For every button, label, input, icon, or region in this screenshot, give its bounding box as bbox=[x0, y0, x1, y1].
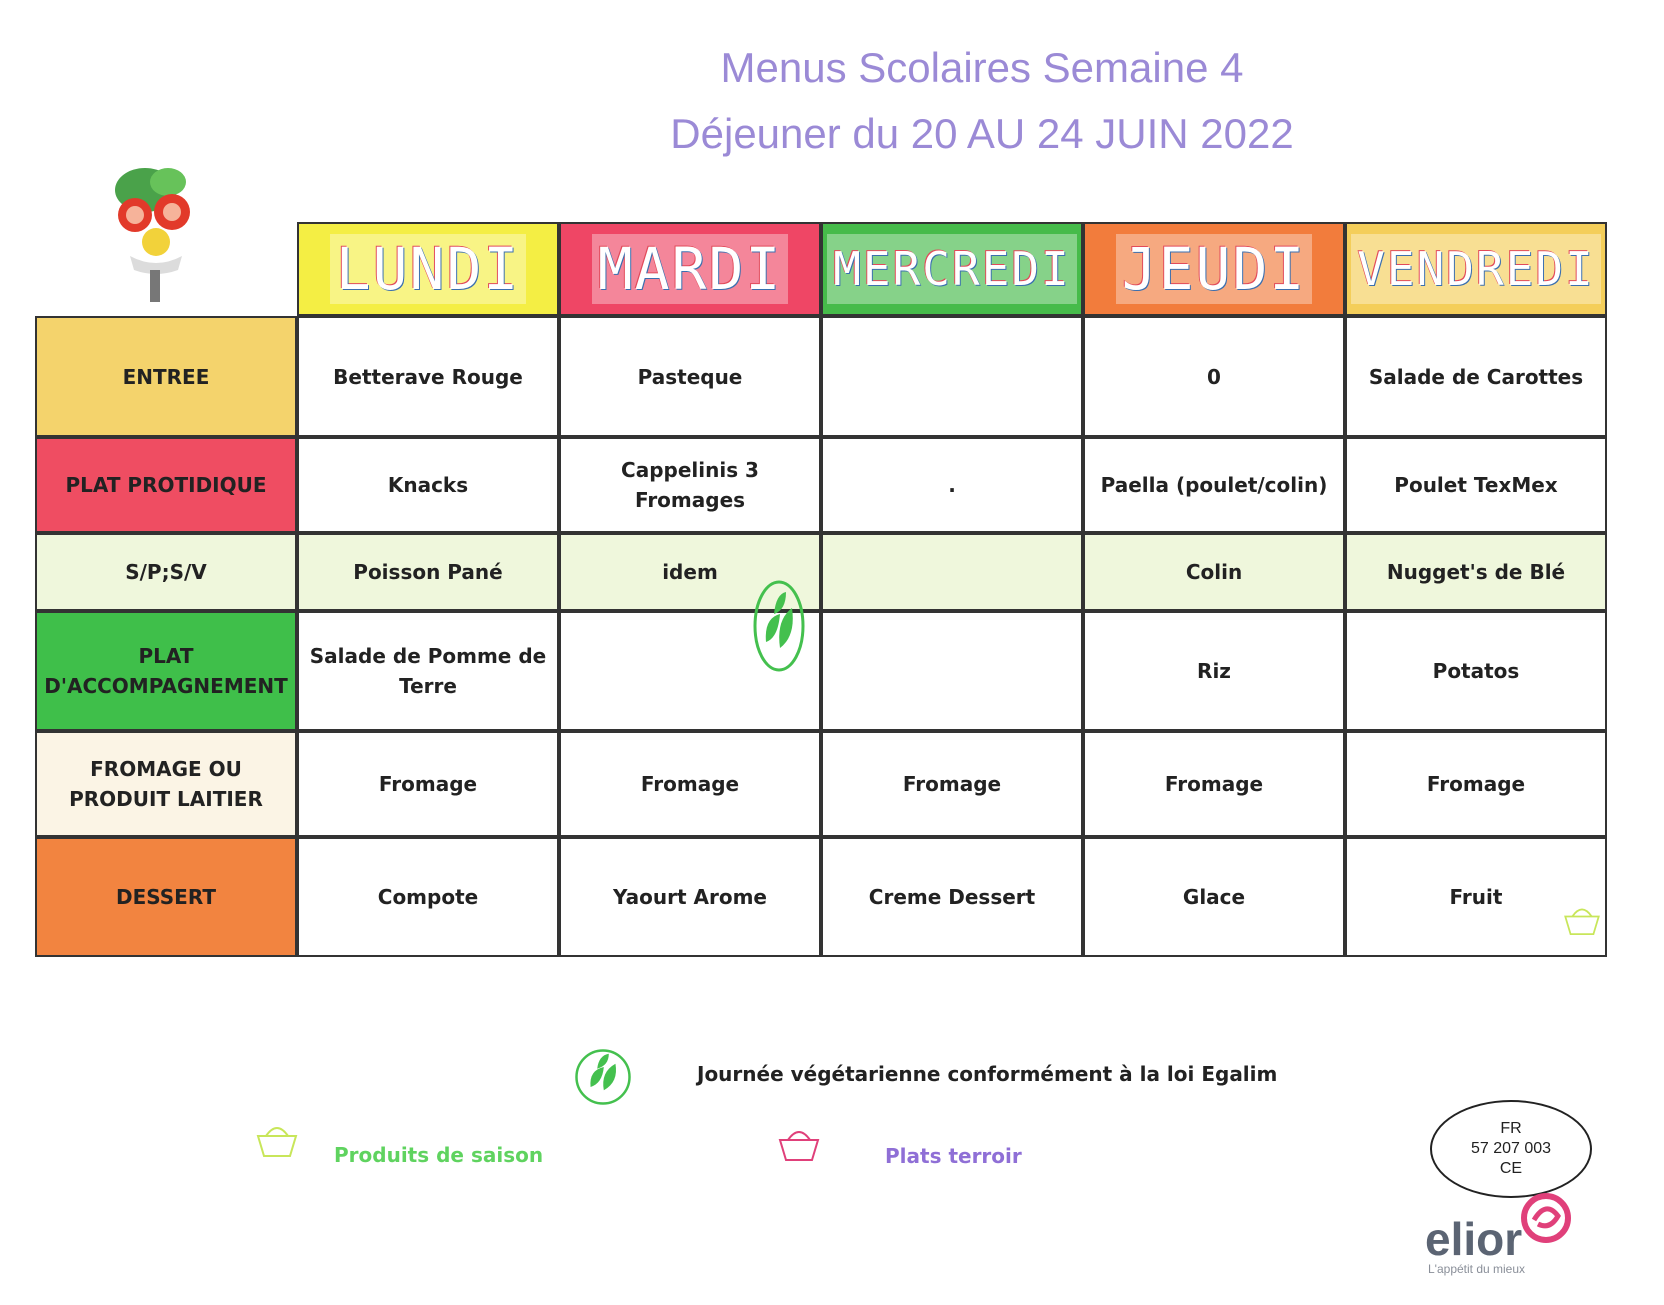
legend-terroir-text: Plats terroir bbox=[885, 1144, 1022, 1168]
salad-fork-illustration bbox=[100, 160, 210, 310]
day-label: LUNDI bbox=[330, 234, 527, 304]
sanitary-stamp bbox=[1430, 1100, 1592, 1198]
elior-swirl-icon bbox=[1520, 1190, 1572, 1246]
day-label: MARDI bbox=[592, 234, 789, 304]
day-label: JEUDI bbox=[1116, 234, 1313, 304]
menu-cell bbox=[821, 316, 1083, 437]
menu-cell: Fromage bbox=[1345, 731, 1607, 837]
menu-cell: Glace bbox=[1083, 837, 1345, 957]
legend-seasonal-text: Produits de saison bbox=[334, 1143, 544, 1167]
elior-logo bbox=[1425, 1212, 1522, 1266]
menu-subtitle: Déjeuner du 20 AU 24 JUIN 2022 bbox=[670, 110, 1294, 157]
menu-cell bbox=[821, 533, 1083, 611]
brand-name: elior bbox=[1425, 1213, 1523, 1265]
day-header-1 bbox=[297, 222, 559, 316]
menu-cell: Creme Dessert bbox=[821, 837, 1083, 957]
menu-cell: Fruit bbox=[1345, 837, 1607, 957]
day-header-4 bbox=[1083, 222, 1345, 316]
row-label: ENTREE bbox=[35, 316, 297, 437]
menu-cell: . bbox=[821, 437, 1083, 533]
stamp-line-3: CE bbox=[1499, 1160, 1523, 1177]
brand-tagline: L'appétit du mieux bbox=[1428, 1262, 1526, 1276]
menu-cell: Riz bbox=[1083, 611, 1345, 731]
legend-vegetarian-text: Journée végétarienne conformément à la loi Egalim bbox=[697, 1062, 1278, 1086]
menu-cell: Pasteque bbox=[559, 316, 821, 437]
menu-cell: Potatos bbox=[1345, 611, 1607, 731]
menu-cell: Knacks bbox=[297, 437, 559, 533]
day-label: MERCREDI bbox=[827, 234, 1077, 304]
menu-cell: idem bbox=[559, 533, 821, 611]
day-header-3 bbox=[821, 222, 1083, 316]
terroir-basket-icon bbox=[774, 1124, 824, 1164]
row-label: PLAT D'ACCOMPAGNEMENT bbox=[35, 611, 297, 731]
seasonal-basket-icon bbox=[1560, 900, 1604, 940]
stamp-line-2: 57 207 003 bbox=[1470, 1140, 1552, 1157]
menu-cell: Fromage bbox=[559, 731, 821, 837]
row-label: FROMAGE OU PRODUIT LAITIER bbox=[35, 731, 297, 837]
stamp-line-1: FR bbox=[1500, 1120, 1522, 1137]
menu-cell: Cappelinis 3 Fromages bbox=[559, 437, 821, 533]
menu-cell: Poisson Pané bbox=[297, 533, 559, 611]
seasonal-basket-icon bbox=[252, 1120, 302, 1160]
menu-cell: Colin bbox=[1083, 533, 1345, 611]
vegetarian-leaf-icon bbox=[574, 1040, 632, 1114]
menu-title: Menus Scolaires Semaine 4 bbox=[720, 44, 1244, 91]
menu-cell: Compote bbox=[297, 837, 559, 957]
day-label: VENDREDI bbox=[1351, 234, 1601, 304]
menu-cell: Fromage bbox=[297, 731, 559, 837]
day-header-5 bbox=[1345, 222, 1607, 316]
vegetarian-leaf-icon bbox=[752, 578, 806, 674]
menu-cell: Fromage bbox=[1083, 731, 1345, 837]
menu-cell: Poulet TexMex bbox=[1345, 437, 1607, 533]
menu-cell: Yaourt Arome bbox=[559, 837, 821, 957]
menu-cell: 0 bbox=[1083, 316, 1345, 437]
row-label: S/P;S/V bbox=[35, 533, 297, 611]
menu-cell: Salade de Pomme de Terre bbox=[297, 611, 559, 731]
day-header-2 bbox=[559, 222, 821, 316]
menu-cell: Nugget's de Blé bbox=[1345, 533, 1607, 611]
menu-cell bbox=[821, 611, 1083, 731]
row-label: DESSERT bbox=[35, 837, 297, 957]
row-label: PLAT PROTIDIQUE bbox=[35, 437, 297, 533]
menu-cell: Salade de Carottes bbox=[1345, 316, 1607, 437]
menu-cell: Betterave Rouge bbox=[297, 316, 559, 437]
menu-cell: Fromage bbox=[821, 731, 1083, 837]
menu-cell: Paella (poulet/colin) bbox=[1083, 437, 1345, 533]
